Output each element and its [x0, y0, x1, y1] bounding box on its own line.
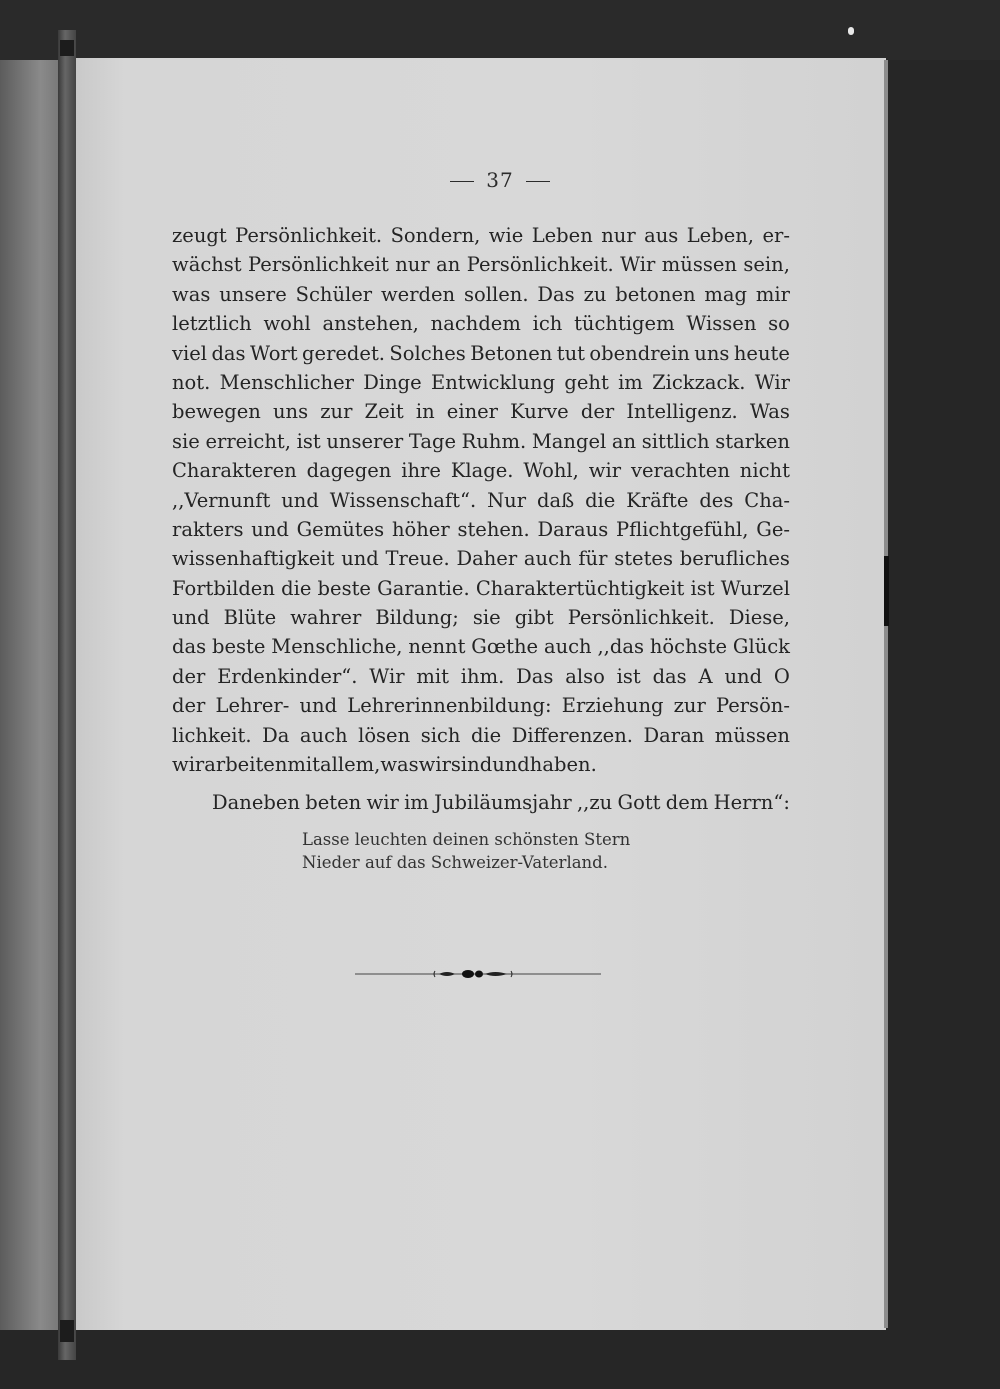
verse — [302, 828, 630, 874]
text-line: Charakteren dagegen ihre Klage. Wohl, wir verachten nicht — [172, 459, 790, 483]
text-line: das beste Menschliche, nennt Gœthe auch ,,das höchste Glück — [172, 635, 790, 659]
dash-right — [526, 181, 550, 182]
text-line: was unsere Schüler werden sollen. Das zu betonen mag mir — [172, 282, 790, 306]
text-line: und Blüte wahrer Bildung; sie gibt Persönlichkeit. Diese, — [172, 606, 790, 630]
scan-dust-mark — [848, 27, 854, 35]
text-line: viel das Wort geredet. Solches Betonen tut obendrein uns heute — [172, 341, 790, 365]
page-edge-mark — [884, 556, 889, 626]
text-line: not. Menschlicher Dinge Entwicklung geht im Zickzack. Wir — [172, 370, 790, 394]
ornament-center — [462, 970, 474, 978]
text-line: rakters und Gemütes höher stehen. Daraus Pflichtgefühl, Ge- — [172, 517, 790, 541]
page-number-header — [0, 168, 1000, 192]
body-paragraph — [172, 221, 790, 779]
verse-line: Lasse leuchten deinen schönsten Stern — [302, 830, 631, 849]
dash-left — [450, 181, 474, 182]
text-line: zeugt Persönlichkeit. Sondern, wie Leben nur aus Leben, er- — [172, 224, 790, 247]
closing-line: Daneben beten wir im Jubiläumsjahr ,,zu Gott dem Herrn“: — [212, 791, 790, 814]
ornament-leaf-right — [485, 972, 507, 976]
text-line: ,,Vernunft und Wissenschaft“. Nur daß die Kräfte des Cha- — [172, 488, 790, 512]
book-spine — [58, 30, 76, 1360]
text-line: sie erreicht, ist unserer Tage Ruhm. Mangel an sittlich starken — [172, 429, 790, 453]
spine-mark — [60, 1320, 74, 1342]
page-edge — [884, 60, 888, 1328]
ornament-leaf-left — [439, 972, 455, 976]
text-line: wir arbeiten mit allem, was wir sind und haben. — [172, 753, 597, 777]
verse-line: Nieder auf das Schweizer-Vaterland. — [302, 853, 608, 872]
text-line: der Lehrer- und Lehrerinnenbildung: Erziehung zur Persön- — [172, 694, 790, 718]
left-page-edge — [0, 60, 58, 1330]
text-line: der Erdenkinder“. Wir mit ihm. Das also ist das A und O — [172, 664, 790, 688]
text-line: bewegen uns zur Zeit in einer Kurve der Intelligenz. Was — [172, 400, 790, 424]
text-line: lichkeit. Da auch lösen sich die Differenzen. Daran müssen — [172, 723, 790, 747]
text-line: wächst Persönlichkeit nur an Persönlichkeit. Wir müssen sein, — [172, 253, 790, 277]
text-line: Fortbilden die beste Garantie. Charaktertüchtigkeit ist Wurzel — [172, 576, 790, 600]
text-line: letztlich wohl anstehen, nachdem ich tüchtigem Wissen so — [172, 312, 790, 336]
spine-mark — [60, 40, 74, 56]
page-number: 37 — [486, 168, 514, 192]
ornament-dot — [475, 971, 483, 978]
ornament-divider — [355, 964, 601, 984]
text-line: wissenhaftigkeit und Treue. Daher auch für stetes berufliches — [172, 547, 790, 571]
